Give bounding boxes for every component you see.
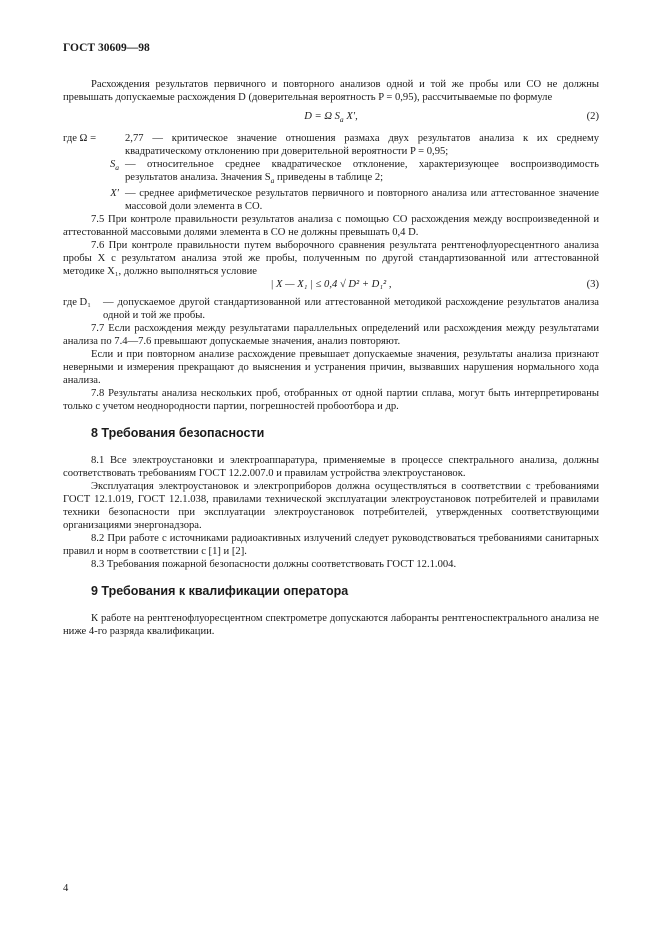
definition-d1 xyxy=(63,296,599,322)
paragraph-7-7: 7.7 Если расхождения между результатами параллельных определений или расхождения между результатами анализа по 7.4—7.6 превышают допускаемые значения, анализ повторяют. xyxy=(63,323,599,348)
paragraph-7-4-tail: Расхождения результатов первичного и повторного анализов одной и той же пробы или СО не должны превышать допускаемые расхождения D (доверительная вероятность P = 0,95), рассчитываемые по формуле xyxy=(63,79,599,103)
formula-3-number: (3) xyxy=(586,279,599,291)
section-heading-9: 9 Требования к квалификации оператора xyxy=(91,584,349,599)
formula-3 xyxy=(63,278,599,296)
formula-2 xyxy=(63,110,599,126)
definition-omega xyxy=(63,132,599,158)
paragraph-8-2: 8.2 При работе с источниками радиоактивных излучений следует руководствоваться требованиями санитарных правил и норм в соответствии с [1] и [2]. xyxy=(63,533,599,558)
paragraph-7-6: 7.6 При контроле правильности путем выборочного сравнения результата рентгенофлуоресцентного анализа пробы X с результатом анализа этой же пробы, полученным по другой стандартизованной или аттестованной методике X₁, должно выполняться условие xyxy=(63,240,599,278)
definition-sa: $S_a$ — относительное среднее квадратическое отклонение, характеризующее воспроизводимость результатов анализа. Значения $S_a$ приведены в таблице 2; xyxy=(109,159,599,186)
paragraph-8-1-continued: Эксплуатация электроустановок и электроприборов должна осуществляться в соответствии с требованиями ГОСТ 12.1.019, ГОСТ 12.1.038, правилами технической эксплуатации электроустановок потребителей и правилами техники безопасности при эксплуатации электроустановок потребителей, утвержденных соответствующими организациями энергонадзора. xyxy=(63,481,599,532)
definition-key: где D₁ xyxy=(63,297,91,309)
paragraph-7-8: 7.8 Результаты анализа нескольких проб, отобранных от одной партии сплава, могут быть интерпретированы только с учетом неоднородности партии, погрешностей пробоотбора и др. xyxy=(63,388,599,413)
definition-key: X′ xyxy=(110,188,119,200)
definition-key: S xyxy=(109,159,116,170)
definition-value: — относительное среднее квадратическое отклонение, характеризующее воспроизводимость результатов анализа. Значения S xyxy=(125,159,599,183)
paragraph-9: К работе на рентгенофлуоресцентном спектрометре допускаются лаборанты рентгеноспектрального анализа не ниже 4-го разряда квалификации. xyxy=(63,613,599,638)
page-number: 4 xyxy=(63,883,69,894)
paragraph-7-7-continued: Если и при повторном анализе расхождение превышает допускаемые значения, результаты анализа признают неверными и измерения прекращают до выяснения и устранения причин, вызвавших нарушения нормального хода анализа. xyxy=(63,349,599,387)
paragraph-8-1: 8.1 Все электроустановки и электроаппаратура, применяемые в процессе спектрального анализа, должны соответствовать требованиям ГОСТ 12.2.007.0 и правилам устройства электроустановок. xyxy=(63,455,599,480)
definition-x-prime xyxy=(63,187,599,213)
section-heading-8: 8 Требования безопасности xyxy=(91,426,265,441)
definition-key: где Ω = xyxy=(63,133,97,144)
definition-value: — среднее арифметическое результатов первичного и повторного анализа или аттестованное значение массовой доли элемента в СО. xyxy=(125,188,599,213)
formula-2-sub: a xyxy=(339,115,344,125)
main-text xyxy=(63,78,599,638)
definition-value: — допускаемое другой стандартизованной или аттестованной методикой расхождение результатов анализа одной и той же пробы. xyxy=(103,297,599,322)
formula-2-main: D = Ω S xyxy=(304,111,340,122)
formula-2-number: (2) xyxy=(586,111,599,122)
definition-value: 2,77 — критическое значение отношения размаха двух результатов анализа к их среднему квадратическому отклонению при доверительной вероятности P = 0,95; xyxy=(125,133,599,157)
paragraph-8-3: 8.3 Требования пожарной безопасности должны соответствовать ГОСТ 12.1.004. xyxy=(91,559,457,571)
formula-2-tail: X′, xyxy=(346,111,358,122)
formula-3-main: | X — X₁ | ≤ 0,4 √ D² + D₁² , xyxy=(270,279,392,291)
paragraph-7-5: 7.5 При контроле правильности результатов анализа с помощью СО расхождения между воспроизведенной и аттестованной массовыми долями элемента в СО не должны превышать 0,4 D. xyxy=(63,214,599,239)
document-header: ГОСТ 30609—98 xyxy=(63,42,150,54)
